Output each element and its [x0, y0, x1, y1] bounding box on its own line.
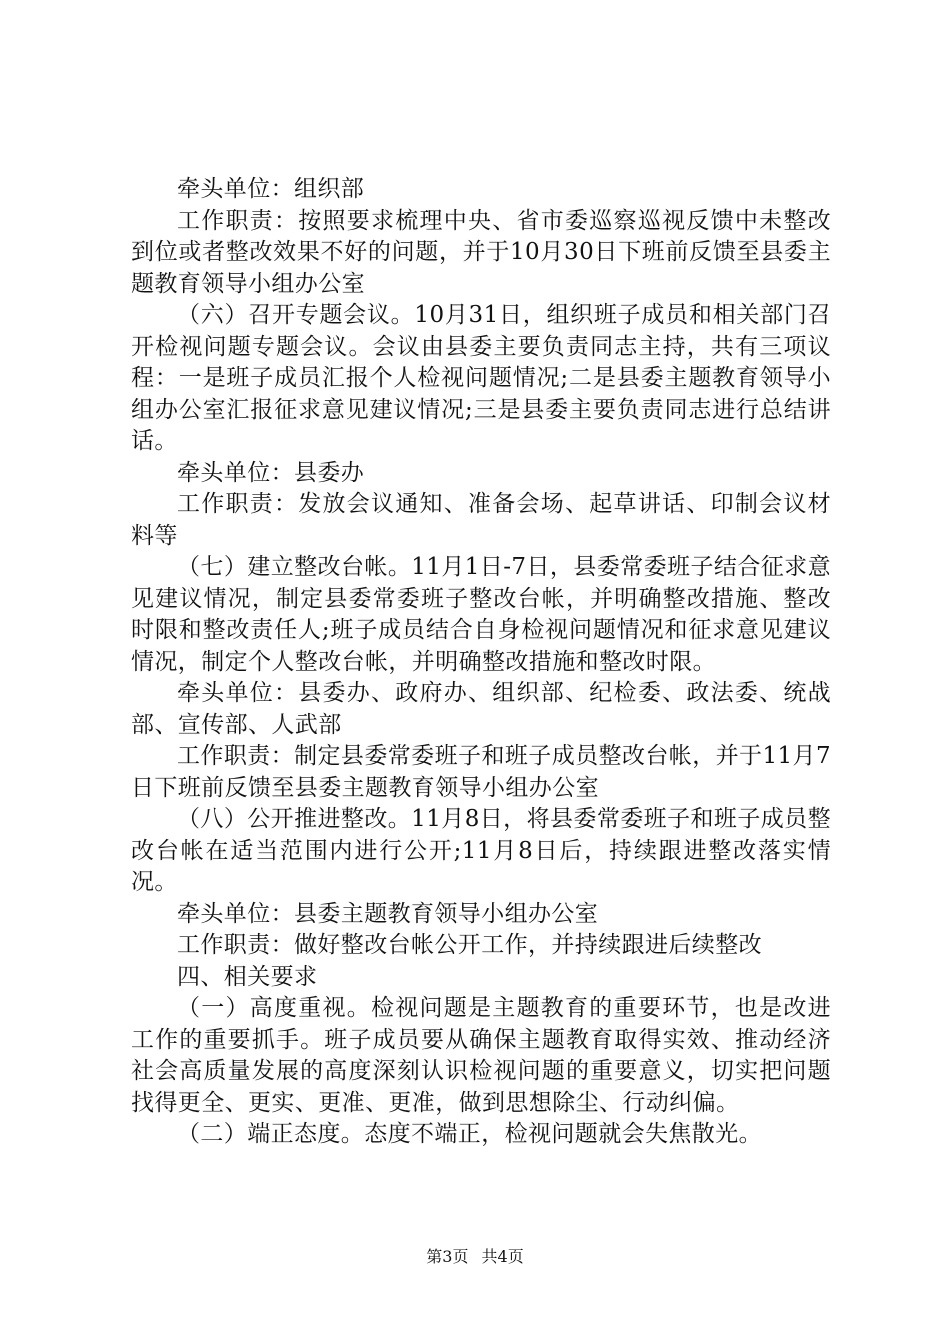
paragraph-duty-2: 工作职责：发放会议通知、准备会场、起草讲话、印制会议材料等	[131, 491, 831, 549]
paragraph-duty-3: 工作职责：制定县委常委班子和班子成员整改台帐，并于11月7日下班前反馈至县委主题教育领导小组办公室	[131, 743, 831, 801]
paragraph-duty-4: 工作职责：做好整改台帐公开工作，并持续跟进后续整改	[177, 932, 762, 958]
page-footer	[0, 1244, 950, 1267]
document-body	[131, 174, 831, 1151]
page-number: 第3页	[426, 1247, 469, 1266]
paragraph-lead-unit-1: 牵头单位：组织部	[177, 176, 365, 202]
paragraph-section-6: （六）召开专题会议。10月31日，组织班子成员和相关部门召开检视问题专题会议。会议由县委主要负责同志主持，共有三项议程：一是班子成员汇报个人检视问题情况;二是县委主题教育领导小组办公室汇报征求意见建议情况;三是县委主要负责同志进行总结讲话。	[131, 302, 831, 454]
paragraph-requirement-2: （二）端正态度。态度不端正，检视问题就会失焦散光。	[177, 1121, 762, 1147]
page-total: 共4页	[481, 1247, 524, 1266]
paragraph-section-8: （八）公开推进整改。11月8日，将县委常委班子和班子成员整改台帐在适当范围内进行公开;11月8日后，持续跟进整改落实情况。	[131, 806, 831, 895]
paragraph-requirement-1: （一）高度重视。检视问题是主题教育的重要环节，也是改进工作的重要抓手。班子成员要从确保主题教育取得实效、推动经济社会高质量发展的高度深刻认识检视问题的重要意义，切实把问题找得更全、更实、更准、更准，做到思想除尘、行动纠偏。	[131, 995, 831, 1116]
paragraph-duty-1: 工作职责：按照要求梳理中央、省市委巡察巡视反馈中未整改到位或者整改效果不好的问题，并于10月30日下班前反馈至县委主题教育领导小组办公室	[131, 207, 831, 297]
paragraph-lead-unit-2: 牵头单位：县委办	[177, 459, 365, 486]
paragraph-lead-unit-4: 牵头单位：县委主题教育领导小组办公室	[177, 900, 599, 927]
paragraph-section-7: （七）建立整改台帐。11月1日-7日，县委常委班子结合征求意见建议情况，制定县委常委班子整改台帐，并明确整改措施、整改时限和整改责任人;班子成员结合自身检视问题情况和征求意见建议情况，制定个人整改台帐，并明确整改措施和整改时限。	[131, 554, 831, 675]
section-heading-requirements: 四、相关要求	[177, 963, 318, 990]
paragraph-lead-unit-3: 牵头单位：县委办、政府办、组织部、纪检委、政法委、统战部、宣传部、人武部	[131, 680, 831, 738]
